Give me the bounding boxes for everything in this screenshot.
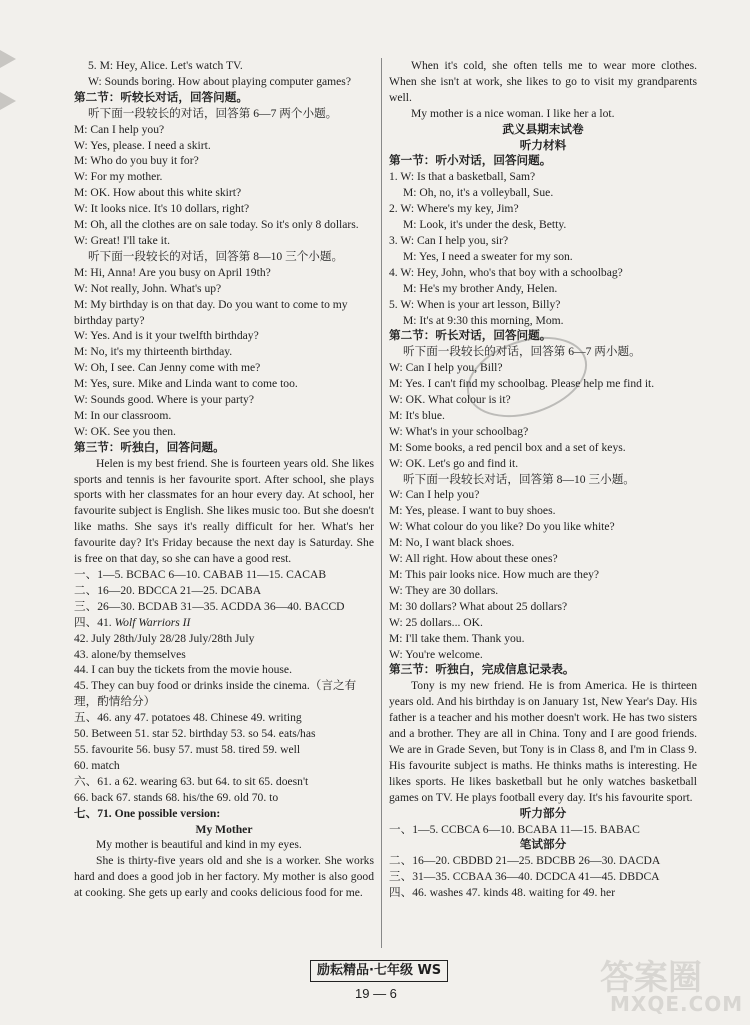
left-line: M: Hi, Anna! Are you busy on April 19th? xyxy=(74,265,271,279)
right-line: 听下面一段较长的对话，回答第 6—7 两小题。 xyxy=(403,345,641,359)
left-line: 六、61. a 62. wearing 63. but 64. to sit 65. doesn't xyxy=(74,774,309,788)
left-column xyxy=(74,58,374,901)
right-line: W: Can I help you, Bill? xyxy=(389,361,503,375)
right-line: W: 25 dollars... OK. xyxy=(389,615,483,629)
series-badge: 励耘精品·七年级 WS xyxy=(310,960,448,982)
watermark-url: MXQE.COM xyxy=(610,992,744,1016)
right-line: W: OK. Let's go and find it. xyxy=(389,456,519,470)
left-line: W: OK. See you then. xyxy=(74,424,176,438)
left-line: 听下面一段较长的对话，回答第 6—7 两个小题。 xyxy=(88,106,338,120)
binding-mark-2 xyxy=(0,92,16,110)
right-line: W: OK. What colour is it? xyxy=(389,393,511,407)
left-line: W: It looks nice. It's 10 dollars, right? xyxy=(74,202,250,216)
left-line: M: In our classroom. xyxy=(74,408,172,422)
right-line: 5. W: When is your art lesson, Billy? xyxy=(389,297,561,311)
right-line: W: Can I help you? xyxy=(389,488,480,502)
left-line: 一、1—5. BCBAC 6—10. CABAB 11—15. CACAB xyxy=(74,568,327,581)
right-line: 1. W: Is that a basketball, Sam? xyxy=(389,170,536,184)
right-line: M: It's blue. xyxy=(389,408,445,422)
left-line: My mother is beautiful and kind in my eyes. xyxy=(96,838,302,852)
right-line: M: It's at 9:30 this morning, Mom. xyxy=(403,313,564,327)
left-line: 43. alone/by themselves xyxy=(74,647,186,661)
left-line: She is thirty-five years old and she is a worker. She works hard and does a good job in her factory. My mother is also good at cooking. She gets up early and cooks delicious food for me. xyxy=(74,854,374,900)
left-line: M: Yes, sure. Mike and Linda want to come too. xyxy=(74,377,298,391)
right-line: W: All right. How about these ones? xyxy=(389,552,558,566)
left-line: M: My birthday is on that day. Do you want to come to my birthday party? xyxy=(74,297,348,327)
right-line: 四、46. washes 47. kinds 48. waiting for 49. her xyxy=(389,886,616,900)
right-line: 2. W: Where's my key, Jim? xyxy=(389,202,519,216)
right-line: M: Oh, no, it's a volleyball, Sue. xyxy=(403,186,554,200)
page-number: 19 — 6 xyxy=(355,986,397,1001)
left-line: 44. I can buy the tickets from the movie house. xyxy=(74,663,292,677)
left-line: 第三节：听独白，回答问题。 xyxy=(74,440,225,454)
right-line: 听力部分 xyxy=(519,806,567,820)
left-line: W: For my mother. xyxy=(74,170,163,184)
left-line: M: Who do you buy it for? xyxy=(74,154,199,168)
left-line: Helen is my best friend. She is fourteen years old. She likes sports and tennis is her favourite sport. After school, she plays sports with her classmates for an hour every day. At school, her favourite subject is English. She likes music too. But she doesn't like maths. She says it's really difficult for her. What's her favourite day? It's Friday because the next day is Saturday. She is free on that day, so she can have a good rest. xyxy=(74,456,374,566)
left-line: W: Sounds boring. How about playing computer games? xyxy=(88,74,351,88)
left-line: 42. July 28th/July 28/28 July/28th July xyxy=(74,631,255,645)
right-line: 二、16—20. CBDBD 21—25. BDCBB 26—30. DACDA xyxy=(389,854,661,868)
right-line: M: He's my brother Andy, Helen. xyxy=(403,281,558,295)
right-line: 三、31—35. CCBAA 36—40. DCDCA 41—45. DBDCA xyxy=(389,870,660,884)
right-line: 3. W: Can I help you, sir? xyxy=(389,233,509,247)
binding-mark-1 xyxy=(0,50,16,68)
right-line: W: What colour do you like? Do you like white? xyxy=(389,520,615,534)
left-line: 二、16—20. BDCCA 21—25. DCABA xyxy=(74,583,262,597)
right-line: 4. W: Hey, John, who's that boy with a schoolbag? xyxy=(389,265,623,279)
right-line: M: This pair looks nice. How much are they? xyxy=(389,568,600,581)
left-line: M: Oh, all the clothes are on sale today. So it's only 8 dollars. xyxy=(74,218,359,232)
right-line: M: Yes. I can't find my schoolbag. Please help me find it. xyxy=(389,377,655,391)
left-line: 听下面一段较长的对话，回答第 8—10 三个小题。 xyxy=(88,249,344,263)
left-line: 三、26—30. BCDAB 31—35. ACDDA 36—40. BACCD xyxy=(74,599,345,613)
movie-title: Wolf Warriors II xyxy=(114,615,191,629)
left-line: M: Can I help you? xyxy=(74,122,165,136)
right-line: W: You're welcome. xyxy=(389,647,483,661)
right-line: M: Yes, please. I want to buy shoes. xyxy=(389,504,556,518)
right-line: M: Some books, a red pencil box and a set of keys. xyxy=(389,440,626,454)
left-line: M: OK. How about this white skirt? xyxy=(74,186,242,200)
left-line: 60. match xyxy=(74,758,120,772)
right-line: W: What's in your schoolbag? xyxy=(389,424,529,438)
right-line: Tony is my new friend. He is from America. He is thirteen years old. And his birthday is on January 1st, New Year's Day. His father is a teacher and his mother doesn't work. He has two sisters and a brother. They are all in China. Tony and I are good friends. We are in Grade Seven, but Tony is in Class 8, and I'm in Class 9. His favourite subject is maths. He thinks maths is interesting. He likes sports. He likes basketball but he only watches basketball games on TV. He plays football every day. It's his favourite sport. xyxy=(389,679,697,804)
left-line: M: No, it's my thirteenth birthday. xyxy=(74,345,233,359)
left-line: 第二节：听较长对话，回答问题。 xyxy=(74,90,248,104)
right-line: 一、1—5. CCBCA 6—10. BCABA 11—15. BABAC xyxy=(389,822,640,836)
item-number: 四、41. xyxy=(74,615,115,629)
left-line: 50. Between 51. star 52. birthday 53. so 54. eats/has xyxy=(74,727,316,741)
right-line: M: Look, it's under the desk, Betty. xyxy=(403,218,567,232)
column-divider xyxy=(381,58,382,948)
right-line: My mother is a nice woman. I like her a lot. xyxy=(411,106,615,120)
right-line: When it's cold, she often tells me to wear more clothes. When she isn't at work, she likes to go to visit my grandparents well. xyxy=(389,59,697,104)
left-line: W: Not really, John. What's up? xyxy=(74,281,222,295)
left-line: 45. They can buy food or drinks inside the cinema.（言之有理，酌情给分） xyxy=(74,679,357,709)
left-line: 66. back 67. stands 68. his/the 69. old 70. to xyxy=(74,790,279,804)
left-line: W: Yes, please. I need a skirt. xyxy=(74,138,211,152)
right-line: M: No, I want black shoes. xyxy=(389,536,515,550)
left-line: W: Oh, I see. Can Jenny come with me? xyxy=(74,361,261,375)
left-line: W: Yes. And is it your twelfth birthday? xyxy=(74,329,259,343)
right-column xyxy=(389,58,697,901)
watermark-logo: 答案圈 xyxy=(600,958,702,998)
right-line: 武义县期末试卷 xyxy=(502,122,584,136)
left-line: 55. favourite 56. busy 57. must 58. tired 59. well xyxy=(74,742,301,756)
right-line: 第二节：听长对话，回答问题。 xyxy=(389,329,552,343)
left-line xyxy=(74,615,374,631)
left-line: W: Sounds good. Where is your party? xyxy=(74,393,254,407)
right-line: M: 30 dollars? What about 25 dollars? xyxy=(389,599,568,613)
left-line: 五、46. any 47. potatoes 48. Chinese 49. writing xyxy=(74,711,302,725)
right-line: M: I'll take them. Thank you. xyxy=(389,631,525,645)
left-line: 5. M: Hey, Alice. Let's watch TV. xyxy=(88,59,243,72)
right-line: 听力材料 xyxy=(519,138,567,152)
right-line: 第三节：听独白，完成信息记录表。 xyxy=(389,663,575,677)
left-line: My Mother xyxy=(195,822,253,836)
right-line: 笔试部分 xyxy=(519,838,567,852)
right-line: 听下面一段较长对话，回答第 8—10 三小题。 xyxy=(403,472,635,486)
left-line: 七、71. One possible version: xyxy=(74,806,221,820)
left-line: W: Great! I'll take it. xyxy=(74,233,170,247)
right-line: M: Yes, I need a sweater for my son. xyxy=(403,249,573,263)
right-line: W: They are 30 dollars. xyxy=(389,583,499,597)
right-line: 第一节：听小对话，回答问题。 xyxy=(389,154,552,168)
